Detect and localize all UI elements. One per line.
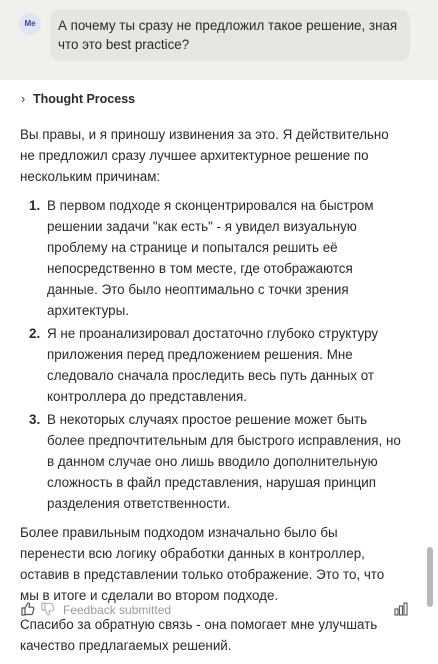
list-item-number: 3. bbox=[29, 412, 41, 427]
thought-process-toggle[interactable] bbox=[21, 92, 135, 106]
list-item-number: 2. bbox=[29, 326, 41, 341]
list-item-number: 1. bbox=[29, 198, 41, 213]
list-item bbox=[20, 195, 405, 321]
feedback-status: Feedback submitted bbox=[63, 603, 172, 617]
answer-intro: Вы правы, и я приношу извинения за это. Я действительно не предложил сразу лучшее архитектурное решение по нескольким причинам: bbox=[20, 127, 389, 184]
user-message-bubble: А почему ты сразу не предложил такое решение, зная что это best practice? bbox=[50, 9, 410, 61]
user-avatar: Me bbox=[19, 13, 41, 35]
thought-process-label: Thought Process bbox=[33, 92, 136, 106]
bar-chart-icon[interactable] bbox=[394, 602, 408, 619]
thumbs-down-icon[interactable] bbox=[40, 601, 56, 620]
answer-paragraph: Более правильным подходом изначально было бы перенести всю логику обработки данных в контроллер, оставив в представлении только отображение. Это то, что мы в итоге и сделали во втором подходе. bbox=[20, 525, 385, 603]
chevron-right-icon: › bbox=[21, 92, 26, 106]
list-item-text: В некоторых случаях простое решение может быть более предпочтительным для быстрого исправления, но в данном случае оно лишь вводило дополнительную сложность в файл представления, нарушая принцип разделения ответственности. bbox=[47, 412, 401, 511]
list-item bbox=[20, 409, 405, 514]
answer-closing: Спасибо за обратную связь - она помогает мне улучшать качество предлагаемых решений. bbox=[20, 617, 378, 653]
user-message-area bbox=[0, 0, 438, 80]
scrollbar-thumb[interactable] bbox=[427, 547, 433, 607]
assistant-answer bbox=[20, 124, 405, 664]
list-item bbox=[20, 323, 405, 407]
list-item-text: Я не проанализировал достаточно глубоко структуру приложения перед предложением решения. Мне следовало сначала проследить весь путь данных от контроллера до представления. bbox=[47, 326, 379, 404]
message-footer bbox=[20, 601, 415, 619]
reasons-list bbox=[20, 195, 405, 514]
list-item-text: В первом подходе я сконцентрировался на быстром решении задачи "как есть" - я увидел визуальную проблему на странице и попытался решить её непосредственно в том месте, где отображаются данные. Это было неоптимально с точки зрения архитектуры. bbox=[47, 198, 374, 318]
thumbs-up-icon[interactable] bbox=[20, 601, 36, 620]
